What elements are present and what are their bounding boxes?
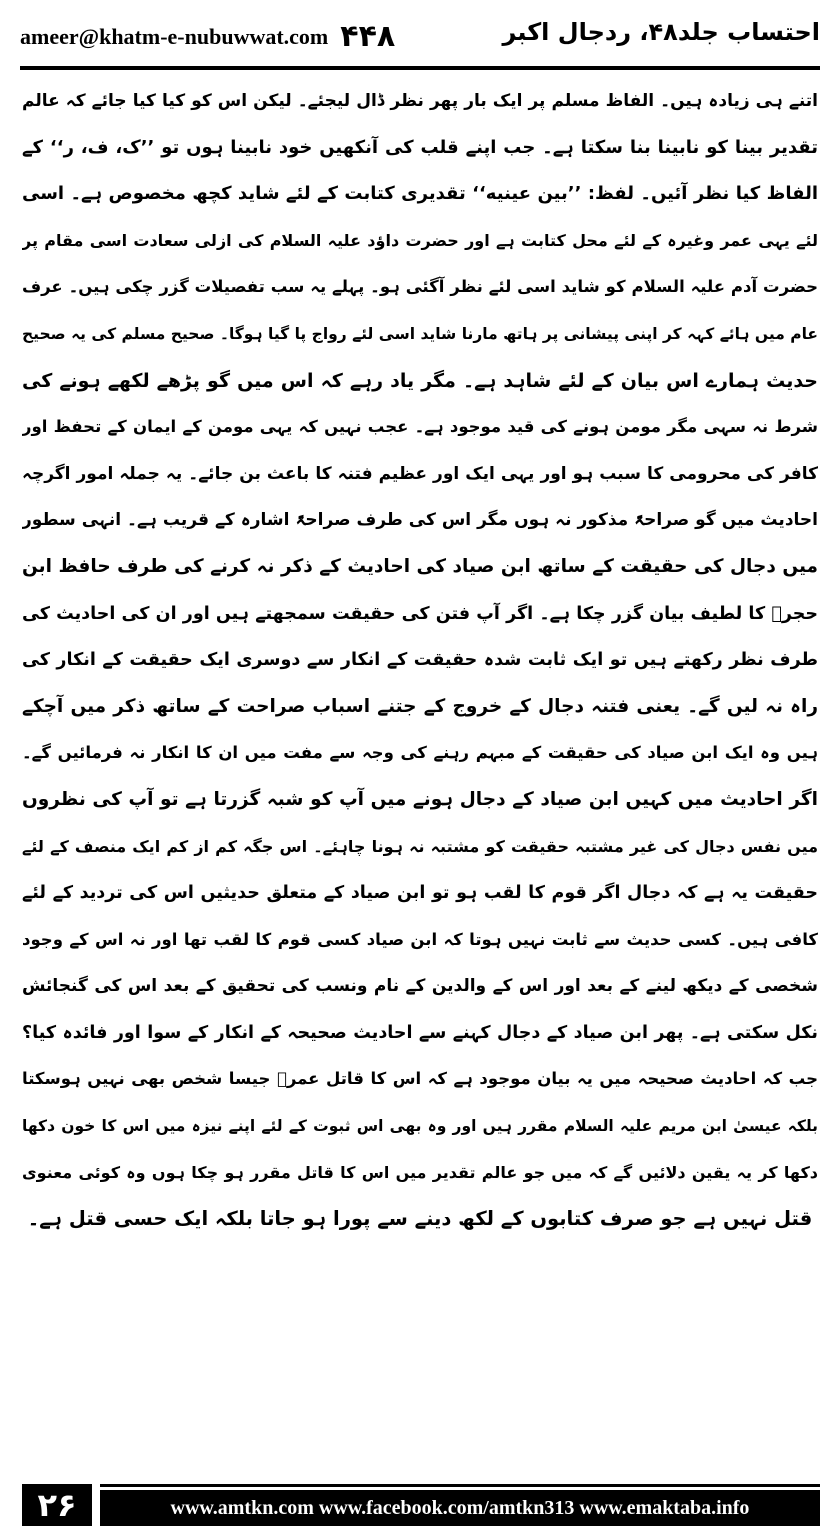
text-line: شرط نہ سہی مگر مومن ہونے کی قید موجود ہے۔ عجب نہیں کہ یہی مومن کے ایمان کے تحفظ اور <box>22 417 818 437</box>
running-title: احتساب جلد۴۸، ردجال اکبر <box>502 18 820 46</box>
text-line: حجرؒ کا لطیف بیان گزر چکا ہے۔ اگر آپ فتن کی حقیقت سمجھتے ہیں اور ان کی احادیث کی <box>22 603 818 624</box>
text-line: الفاظ کیا نظر آئیں۔ لفظ: ’’بین عینیه‘‘ تقدیری کتابت کے لئے شاید کچھ مخصوص ہے۔ اسی <box>22 183 818 205</box>
page-number: ۴۴۸ <box>340 19 396 54</box>
text-line: راہ نہ لیں گے۔ یعنی فتنہ دجال کے خروج کے جتنے اسباب صراحت کے ساتھ ذکر میں آچکے <box>22 695 818 717</box>
text-line: لئے یہی عمر وغیرہ کے لئے محل کتابت ہے اور حضرت داؤد علیہ السلام کی ازلی سعادت اسی مقام پر <box>22 230 818 250</box>
text-line: میں نفس دجال کی غیر مشتبہ حقیقت کو مشتبہ نہ ہونا چاہئے۔ اس جگہ کم از کم ایک منصف کے لئے <box>22 836 818 856</box>
text-line: کافر کی محرومی کا سبب ہو اور یہی ایک اور عظیم فتنہ کا باعث بن جائے۔ یہ جملہ امور اگرچہ <box>22 463 818 484</box>
body-text <box>22 78 818 1243</box>
text-line: حضرت آدم علیہ السلام کو شاید اسی لئے نظر آگئی ہو۔ پہلے یہ سب تفصیلات گزر چکی ہیں۔ عرف <box>22 277 818 297</box>
text-line: کافی ہیں۔ کسی حدیث سے ثابت نہیں ہوتا کہ ابن صیاد کسی قوم کا لقب تھا اور نہ اس کے وجود <box>22 929 818 949</box>
text-line: عام میں ہائے کہہ کر اپنی پیشانی پر ہاتھ مارنا شاید اسی لئے رواج پا گیا ہوگا۔ صحیح مسلم کی یہ صحیح <box>22 324 818 343</box>
footer-divider <box>100 1484 820 1487</box>
text-line: تقدیر بینا کو نابینا بنا سکتا ہے۔ جب اپنے قلب کی آنکھیں خود نابینا ہوں تو ’’ک، ف، ر‘‘ کے <box>22 136 818 158</box>
text-line: میں دجال کی حقیقت کے ساتھ ابن صیاد کی احادیث کے ذکر نہ کرنے کی طرف حافظ ابن <box>22 555 818 577</box>
text-line: بلکہ عیسیٰ ابن مریم علیہ السلام مقرر ہیں اور وہ بھی اس ثبوت کے لئے اپنے نیزہ میں اس کا خون دکھا <box>22 1117 818 1136</box>
footer-page-number: ۲۶ <box>22 1484 92 1526</box>
page-header <box>20 14 820 62</box>
text-line: حقیقت یہ ہے کہ دجال اگر قوم کا لقب ہو تو ابن صیاد کے متعلق حدیثیں اس کی تردید کے لئے <box>22 883 818 904</box>
text-line: احادیث میں گو صراحۃً مذکور نہ ہوں مگر اس کی طرف صراحۃً اشارہ کے قریب ہے۔ انہی سطور <box>22 510 818 531</box>
text-line: جب کہ احادیث صحیحہ میں یہ بیان موجود ہے کہ اس کا قاتل عمرؓ جیسا شخص بھی نہیں ہوسکتا <box>22 1069 818 1089</box>
header-left <box>20 19 396 54</box>
footer-links: www.amtkn.com www.facebook.com/amtkn313 www.emaktaba.info <box>100 1490 820 1526</box>
text-line: نکل سکتی ہے۔ پھر ابن صیاد کے دجال کہنے سے احادیث صحیحہ کے انکار کے سوا اور فائدہ کیا؟ <box>22 1022 818 1043</box>
text-line: طرف نظر رکھتے ہیں تو ایک ثابت شدہ حقیقت کے انکار سے دوسری ایک حقیقت کے انکار کی <box>22 650 818 671</box>
header-divider <box>20 66 820 70</box>
text-line-last: قتل نہیں ہے جو صرف کتابوں کے لکھ دینے سے پورا ہو جاتا بلکہ ایک حسی قتل ہے۔ <box>27 1207 813 1231</box>
text-line: شخصی کے دیکھ لینے کے بعد اور اس کے والدین کے نام ونسب کی تحقیق کے بعد اس کی گنجائش <box>22 976 818 997</box>
text-line: اتنے ہی زیادہ ہیں۔ الفاظ مسلم پر ایک بار پھر نظر ڈال لیجئے۔ لیکن اس کو کیا کیا جائے کہ عالم <box>22 91 818 111</box>
text-line: حدیث ہمارے اس بیان کے لئے شاہد ہے۔ مگر یاد رہے کہ اس میں گو پڑھے لکھے ہونے کی <box>22 369 818 392</box>
text-line: اگر احادیث میں کہیں ابن صیاد کے دجال ہونے میں آپ کو شبہ گزرتا ہے تو آپ کی نظروں <box>22 788 818 810</box>
text-line: ہیں وہ ایک ابن صیاد کی حقیقت کے مبہم رہنے کی وجہ سے مفت میں ان کا انکار نہ فرمائیں گے۔ <box>22 743 818 763</box>
email-address: ameer@khatm-e-nubuwwat.com <box>20 24 329 49</box>
text-line: دکھا کر یہ یقین دلائیں گے کہ میں جو عالم تقدیر میں اس کا قاتل مقرر ہو چکا ہوں وہ کوئی معنوی <box>22 1162 818 1182</box>
